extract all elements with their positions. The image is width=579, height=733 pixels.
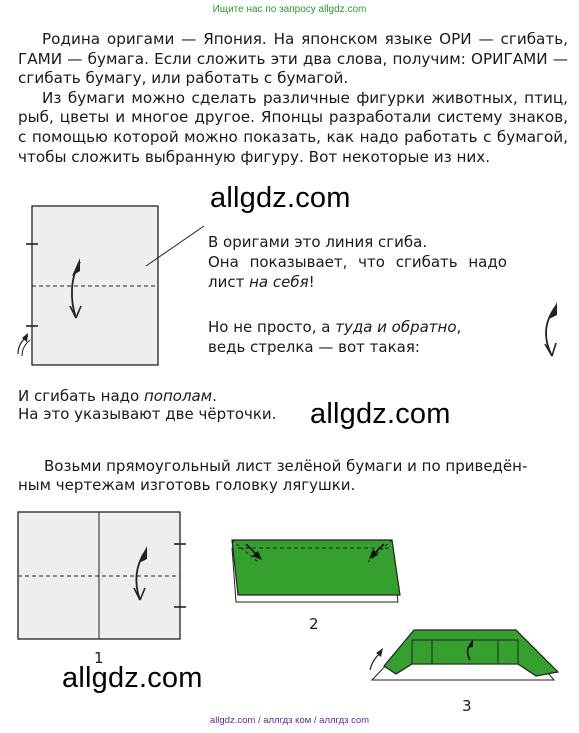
intro-paragraph-1: Родина оригами — Япония. На японском языке ОРИ — сгибать, ГАМИ — бумага. Если сложить эти два слова, получим: ОРИГАМИ — сгибать бумагу, или работать с бумагой. xyxy=(18,30,568,88)
emphasis-tuda-obratno: туда и обратно xyxy=(335,318,457,336)
emphasis-na-sebya: на себя xyxy=(249,273,309,291)
fold-note-line-1: В оригами это линия сгиба. xyxy=(208,233,428,251)
emphasis-popolam: пополам xyxy=(143,387,213,405)
search-hint: Ищите нас по запросу allgdz.com xyxy=(212,4,367,15)
task-line-1: Возьми прямоугольный лист зелёной бумаги и по приведён- xyxy=(44,457,528,475)
fold-note-line-2: Она показывает, что сгибать надо xyxy=(208,253,507,271)
arrow-note-line-1: Но не просто, а туда и обратно, xyxy=(208,318,462,336)
fold-note-line-3: лист на себя! xyxy=(208,273,315,291)
step-2-label: 2 xyxy=(309,615,319,633)
step-3-label: 3 xyxy=(462,697,472,715)
task-line-2: ным чертежам изготовь головку лягушки. xyxy=(18,476,356,494)
arrow-note-line-2: ведь стрелка — вот такая: xyxy=(208,338,420,356)
half-note-line-2: На это указывают две чёрточки. xyxy=(18,405,277,423)
footer-links: allgdz.com / аллгдз ком / аллгдз com xyxy=(209,715,370,726)
intro-paragraph-2: Из бумаги можно сделать различные фигурки животных, птиц, рыб, цветы и многое другое. Японцы разработали систему знаков, с помощью которой можно показать, как надо работать с бумагой, чтобы сложить выбранную фигуру. Вот некоторые из них. xyxy=(18,88,568,166)
watermark-3: allgdz.com xyxy=(62,662,203,694)
watermark-1: allgdz.com xyxy=(210,182,351,214)
watermark-2: allgdz.com xyxy=(310,398,451,430)
step-1-label: 1 xyxy=(94,649,104,667)
half-note-line-1: И сгибать надо пополам. xyxy=(18,387,217,405)
